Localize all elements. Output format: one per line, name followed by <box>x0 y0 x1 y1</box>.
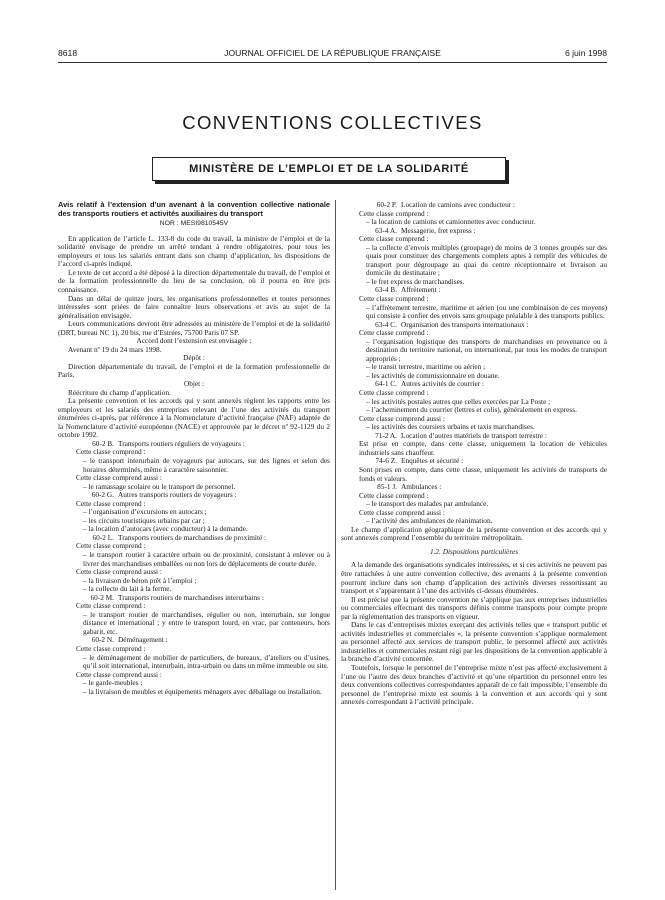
activity-title: Organisation des transports internationaux : <box>401 319 529 329</box>
issue-date: 6 juin 1998 <box>564 48 607 58</box>
journal-title: JOURNAL OFFICIEL DE LA RÉPUBLIQUE FRANÇAISE <box>224 48 441 58</box>
activity-item: – le transport routier à caractère urbain ou de proximité, consistant à enlever ou à livrer des marchandises emballées ou non lors de déplacements de courte durée. <box>83 549 330 568</box>
objet-label: Objet : <box>183 379 205 389</box>
class-label: Cette classe comprend aussi : <box>76 567 162 577</box>
activity-item: – les activités postales autres que celles exercées par La Poste ; <box>366 396 551 406</box>
page-title: CONVENTIONS COLLECTIVES <box>182 112 483 133</box>
left-column <box>58 201 330 696</box>
activity-code: 63-4 B. <box>375 285 397 295</box>
activity-title: Autres activités de courrier : <box>401 379 485 389</box>
paragraph: Leurs communications devront être adressées au ministère de l’emploi et de la solidarité (DRT, bureau NC 1), 20 bis, rue d’Estrées, 75700 Paris 07 SP. <box>58 319 330 337</box>
activity-entry <box>341 321 607 381</box>
class-label: Cette classe comprend : <box>76 601 146 611</box>
class-label: Cette classe comprend : <box>76 643 146 653</box>
activity-item: – le garde-meubles ; <box>83 678 143 688</box>
header-rule <box>58 62 607 63</box>
class-label: Cette classe comprend : <box>76 447 146 457</box>
activity-code: 60-2 L. <box>92 532 114 542</box>
right-column <box>341 201 607 707</box>
activity-item: – l’activité des ambulances de réanimation. <box>366 516 493 526</box>
activity-entry <box>341 227 607 287</box>
activity-code: 60-2 G. <box>91 490 114 500</box>
activity-code: 74-6 Z. <box>375 456 397 466</box>
notice-title: Avis relatif à l’extension d’un avenant à la convention collective nationale des transports routiers et activités auxiliaires du transport <box>58 200 330 218</box>
paragraph: Toutefois, lorsque le personnel de l’entreprise mixte n’est pas affecté exclusivement à l’une ou l’autre des deux branches d’activité et qu’une répartition du personnel entre les deux conventions collectives correspondantes apparaît de ce fait impossible, l’ensemble du personnel de l’entreprise mixte est soumis à la convention et aux accords qui y sont annexés correspondant à l’activité principale. <box>341 662 607 707</box>
intro-paragraph: La présente convention et les accords qui y sont annexés règlent les rapports entre les employeurs et les salariés des entreprises relevant de l’une des activités du transport énumérées ci-après, par référence à la Nomenclature d’activité française (NAF) adaptée de la Nomenclature d’activité européenne (NACE) et approuvée par le décret nº 92-1129 du 2 octobre 1992. <box>58 396 330 440</box>
activity-item: – le transport des malades par ambulance. <box>366 499 489 509</box>
activity-item: – la location de camions et camionnettes avec conducteur. <box>366 217 536 227</box>
activity-item: – l’organisation d’excursions en autocars ; <box>83 507 207 517</box>
class-label: Cette classe comprend : <box>359 208 429 218</box>
activity-item: – la collecte d’envois multiples (groupage) de moins de 3 tonnes groupés sur des quais pour constituer des chargements complets aptes à remplir des véhicules de transport pour dégroupage au quai du centre réceptionnaire et livraison au domicile du destinataire ; <box>366 242 607 278</box>
activity-entry <box>58 440 330 491</box>
geo-paragraph: Le champ d’application géographique de la présente convention et des accords qui y sont annexés comprend l’ensemble du territoire métropolitain. <box>341 524 607 543</box>
ministry-box: MINISTÈRE DE L’EMPLOI ET DE LA SOLIDARITÉ <box>152 157 506 181</box>
activity-item: – le transport interurbain de voyageurs par autocars, sur des lignes et selon des horaires déterminés, même à caractère saisonnier. <box>83 455 330 474</box>
activity-code: 60-2 B. <box>92 438 114 448</box>
section-heading: 1.2. Dispositions particulières <box>429 546 519 556</box>
activity-item: – l’organisation logistique des transports de marchandises en provenance ou à destination du territoire national, ou international, par tous les modes de transport appropriés ; <box>366 336 607 363</box>
activity-entry <box>58 491 330 534</box>
class-label: Cette classe comprend : <box>76 498 146 508</box>
paragraph: Dans le cas d’entreprises mixtes exerçant des activités telles que « transport public et activités industrielles et commerciales », la présente convention s’applique normalement au personnel affecté aux services de transport public, le personnel affecté aux activités industrielles et commerciales restant régi par les dispositions de la convention applicable à la branche d’activité concernée. <box>341 620 607 664</box>
activity-title: Affrètement : <box>401 285 441 295</box>
activity-item: – les circuits touristiques urbains par car ; <box>83 515 205 525</box>
activity-list <box>341 201 607 526</box>
paragraph: En application de l’article L. 133-8 du code du travail, la ministre de l’emploi et de la solidarité envisage de prendre un arrêté tendant à rendre obligatoires, pour tous les employeurs et tous les salariés entrant dans son champ d’application, les dispositions de l’accord ci-après indiqué. <box>58 233 330 269</box>
activity-code: 60-2 P. <box>376 200 397 209</box>
activity-entry <box>341 286 607 320</box>
activity-item: – l’affrètement terrestre, maritime et aérien (ou une combinaison de ces moyens) qui consiste à confier des envois sans groupage préalable à des transports publics. <box>366 302 607 321</box>
activity-title: Autres transports routiers de voyageurs : <box>118 490 237 500</box>
paragraph: A la demande des organisations syndicales intéressées, et si ces activités ne peuvent pas être rattachées à une autre convention collective, des avenants à la présente convention pourront inclure dans son champ d’application des activités diverses ressortissant au transport et s’apparentant à l’une des activités ci-dessus énumérées. <box>341 560 607 596</box>
activity-item: – les activités des coursiers urbains et taxis marchandises. <box>366 422 535 432</box>
class-label: Cette classe comprend : <box>76 541 146 551</box>
activity-item: – le déménagement de mobilier de particuliers, de bureaux, d’ateliers ou d’usines, qu’il soit international, interurbain, intra-urbain ou dans un même immeuble ou site. <box>83 652 330 671</box>
activity-item: – l’acheminement du courrier (lettres et colis), généralement en express. <box>366 405 577 415</box>
activity-entry <box>341 483 607 526</box>
class-label: Cette classe comprend : <box>359 490 429 500</box>
activity-code: 64-1 C. <box>375 379 397 389</box>
activity-code: 60-2 N. <box>91 635 114 645</box>
activity-code: 63-4 C. <box>375 319 397 329</box>
depot-text: Direction départementale du travail, de l’emploi et de la formation professionnelle de Paris. <box>58 361 330 380</box>
objet-text: Réécriture du champ d’application. <box>68 387 171 397</box>
class-label: Cette classe comprend aussi : <box>76 473 162 483</box>
class-label: Cette classe comprend aussi : <box>359 507 445 517</box>
class-label: Cette classe comprend : <box>359 234 429 244</box>
activity-item: – le transport routier de marchandises, régulier ou non, interurbain, sur longue distance et international ; y entre le transport lourd, en vrac, par conteneurs, hors gabarit, etc. <box>83 609 330 636</box>
activity-item: – les activités de commissionnaire en douane. <box>366 370 500 380</box>
activity-entry <box>341 380 607 431</box>
class-label: Cette classe comprend : <box>359 328 429 338</box>
activity-code: 71-2 A. <box>375 430 397 440</box>
class-label: Cette classe comprend : <box>359 388 429 398</box>
class-label: Cette classe comprend : <box>359 294 429 304</box>
activity-item: – la livraison de béton prêt à l’emploi ; <box>83 575 197 585</box>
class-label: Cette classe comprend aussi : <box>76 669 162 679</box>
avenant: Avenant nº 19 du 24 mars 1998. <box>68 344 162 354</box>
activity-entry <box>341 201 607 227</box>
accord-label: Accord dont l’extension est envisagée : <box>136 336 252 346</box>
activity-entry <box>58 636 330 696</box>
paragraph: Il est précisé que la présente convention ne s’applique pas aux entreprises industrielles ou commerciales effectuant des transports définis comme transports pour compte propre par la réglementation des transports en vigueur. <box>341 594 607 621</box>
activity-item: – le ramassage scolaire ou le transport de personnel. <box>83 481 236 491</box>
activity-code: 85-1 J. <box>377 482 397 492</box>
activity-entry <box>58 594 330 637</box>
activity-item: – le transit terrestre, maritime ou aérien ; <box>366 362 486 372</box>
activity-entry <box>341 432 607 458</box>
class-label: Sont prises en compte, dans cette classe, uniquement les activités de transports de fonds et valeurs. <box>359 464 607 483</box>
activity-item: – la location d’autocars (avec conducteur) à la demande. <box>83 524 248 534</box>
depot-label: Dépôt : <box>183 353 205 363</box>
activity-title: Enquêtes et sécurité : <box>401 456 464 466</box>
activity-entry <box>58 534 330 594</box>
paragraph: Dans un délai de quinze jours, les organisations professionnelles et toutes personnes intéressées sont priées de faire connaître leurs observations et avis au sujet de la généralisation envisagée. <box>58 293 330 320</box>
activity-item: – la collecte du lait à la ferme. <box>83 584 172 594</box>
column-divider <box>335 200 336 890</box>
page-number: 8618 <box>58 48 78 58</box>
activity-code: 60-2 M. <box>90 592 114 602</box>
activity-item: – la livraison de meubles et équipements ménagers avec déballage ou installation. <box>83 686 322 696</box>
activity-title: Déménagement : <box>118 635 168 645</box>
class-label: Est prise en compte, dans cette classe, uniquement la location de véhicules industriels sans chauffeur. <box>359 439 607 457</box>
nor-reference: NOR : MESI9810545V <box>159 220 229 228</box>
activity-item: – le fret express de marchandises. <box>366 276 465 286</box>
activity-title: Transports routiers de marchandises interurbains : <box>118 592 264 602</box>
activity-entry <box>341 457 607 483</box>
activity-title: Location de camions avec conducteur : <box>401 200 516 209</box>
page-header <box>58 48 607 62</box>
paragraph: Le texte de cet accord a été déposé à la direction départementale du travail, de l’emploi et de la formation professionnelle du lieu de sa conclusion, où il pourra en être pris connaissance. <box>58 267 330 295</box>
activity-list <box>58 440 330 696</box>
activity-title: Transports routiers de marchandises de proximité : <box>118 532 267 542</box>
activity-title: Messagerie, fret express : <box>401 225 476 235</box>
activity-title: Ambulances : <box>401 482 442 492</box>
activity-title: Location d’autres matériels de transport terrestre : <box>401 430 547 440</box>
activity-code: 63-4 A. <box>375 225 397 235</box>
class-label: Cette classe comprend aussi : <box>359 413 445 423</box>
activity-title: Transports routiers réguliers de voyageurs : <box>118 438 245 448</box>
